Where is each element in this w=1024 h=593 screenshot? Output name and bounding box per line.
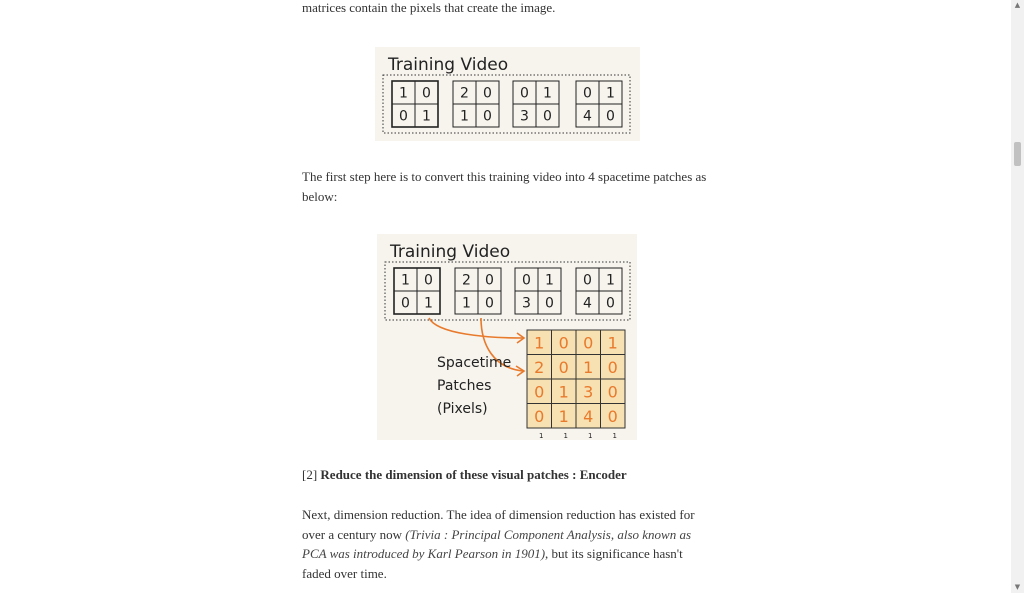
- patch-value: 0: [534, 406, 545, 426]
- paragraph-trivia: (Trivia : Principal Component Analysis, also known as PCA was introduced by Karl Pearson in 1901): [302, 526, 692, 561]
- training-video-diagram: [375, 47, 640, 141]
- spacetime-patches-label: Spacetime: [437, 355, 512, 371]
- pixel-value: 0: [399, 108, 408, 125]
- training-video-title: Training Video: [388, 55, 509, 75]
- patch-value: 1: [558, 382, 569, 402]
- patch-value: 0: [558, 357, 569, 377]
- pixel-value: 0: [483, 108, 492, 125]
- patch-value: 1: [607, 333, 618, 353]
- paragraph-top: matrices contain the pixels that create the image.: [302, 0, 556, 15]
- pixel-value: 1: [606, 85, 615, 102]
- patch-value: 1: [583, 357, 594, 377]
- pixel-value: 1: [606, 272, 615, 289]
- pixel-value: 2: [460, 85, 469, 102]
- patch-value: 0: [607, 406, 618, 426]
- spacetime-patches-label: Patches: [437, 378, 492, 394]
- pixel-value: 0: [522, 272, 531, 289]
- pixel-value: 0: [485, 272, 494, 289]
- paragraph-text-a: Next, dimension reduction. The idea of dimension reduction has existed for over a century now: [302, 507, 695, 542]
- patch-value: 1: [558, 406, 569, 426]
- patch-value: 0: [607, 357, 618, 377]
- patch-value: 2: [534, 357, 545, 377]
- pixel-value: 4: [583, 108, 592, 125]
- paragraph-dimension-reduction: [302, 505, 712, 583]
- pixel-value: 0: [583, 272, 592, 289]
- scroll-down-arrow-icon[interactable]: ▼: [1014, 583, 1021, 591]
- heading-number: [2]: [302, 467, 318, 482]
- patch-value: 0: [607, 382, 618, 402]
- patch-value: 0: [583, 333, 594, 353]
- patch-value: 1: [534, 333, 545, 353]
- heading-text: Reduce the dimension of these visual patches : Encoder: [320, 467, 627, 482]
- pixel-value: 1: [543, 85, 552, 102]
- patch-value: 0: [558, 333, 569, 353]
- training-video-title: Training Video: [390, 242, 511, 262]
- scroll-up-arrow-icon[interactable]: ▲: [1014, 1, 1021, 9]
- patch-value: 0: [534, 382, 545, 402]
- patch-value: 3: [583, 382, 594, 402]
- patch-index-mark: 1: [612, 432, 617, 440]
- pixel-value: 0: [545, 295, 554, 312]
- spacetime-patches-figure: [377, 234, 637, 440]
- pixel-value: 1: [460, 108, 469, 125]
- spacetime-patches-label: (Pixels): [437, 401, 488, 417]
- training-video-figure: [375, 47, 640, 141]
- patch-index-mark: 1: [588, 432, 593, 440]
- scrollbar[interactable]: [1011, 0, 1024, 593]
- pixel-value: 0: [520, 85, 529, 102]
- patch-index-mark: 1: [539, 432, 544, 440]
- pixel-value: 0: [606, 295, 615, 312]
- section-heading: [302, 465, 627, 485]
- pixel-value: 0: [583, 85, 592, 102]
- pixel-value: 0: [422, 85, 431, 102]
- pixel-value: 3: [522, 295, 531, 312]
- pixel-value: 0: [483, 85, 492, 102]
- pixel-value: 0: [424, 272, 433, 289]
- pixel-value: 1: [401, 272, 410, 289]
- pixel-value: 3: [520, 108, 529, 125]
- paragraph-first-step: The first step here is to convert this training video into 4 spacetime patches as below:: [302, 169, 707, 204]
- pixel-value: 0: [543, 108, 552, 125]
- pixel-value: 1: [424, 295, 433, 312]
- scroll-thumb[interactable]: [1014, 142, 1021, 166]
- arrow-icon: [429, 318, 523, 338]
- paragraph-text-b: , but its significance hasn't faded over time.: [302, 546, 683, 581]
- patch-index-mark: 1: [563, 432, 568, 440]
- pixel-value: 1: [422, 108, 431, 125]
- pixel-value: 0: [485, 295, 494, 312]
- spacetime-patches-diagram: [377, 234, 637, 440]
- pixel-value: 2: [462, 272, 471, 289]
- pixel-value: 1: [462, 295, 471, 312]
- patch-value: 4: [583, 406, 594, 426]
- pixel-value: 4: [583, 295, 592, 312]
- pixel-value: 0: [606, 108, 615, 125]
- pixel-value: 0: [401, 295, 410, 312]
- pixel-value: 1: [545, 272, 554, 289]
- pixel-value: 1: [399, 85, 408, 102]
